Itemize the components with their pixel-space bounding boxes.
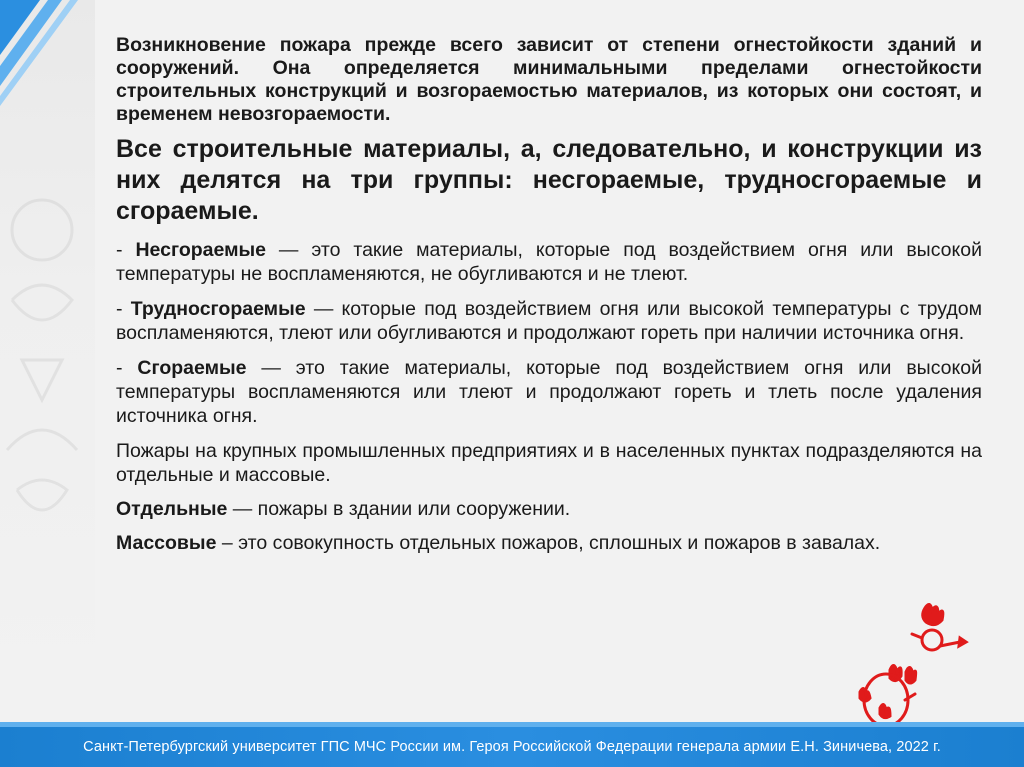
slide-content <box>116 34 982 555</box>
fires-paragraph: Пожары на крупных промышленных предприятиях и в населенных пунктах подразделяются на отдельные и массовые. <box>116 440 982 486</box>
separate-fires-paragraph <box>116 497 982 521</box>
noncombustible-paragraph <box>116 238 982 286</box>
mass-fires-paragraph <box>116 531 982 555</box>
combustible-text: — это такие материалы, которые под воздействием огня или высокой температуры воспламеняются или тлеют и продолжают гореть и тлеть после удаления источника огня. <box>116 357 982 427</box>
intro-paragraph: Возникновение пожара прежде всего зависит от степени огнестойкости зданий и сооружений. Она определяется минимальными пределами огнестойкости строительных конструкций и возгораемостью материалов, из которых они состоят, и временем невозгораемости. <box>116 34 982 125</box>
slow-combustible-paragraph <box>116 297 982 345</box>
footer-bar <box>0 727 1024 767</box>
noncombustible-prefix: - <box>116 239 136 261</box>
fire-hazard-icon <box>850 600 980 740</box>
combustible-prefix: - <box>116 357 138 379</box>
noncombustible-text: — это такие материалы, которые под воздействием огня или высокой температуры не воспламеняются, не обугливаются и не тлеют. <box>116 239 982 285</box>
slow-combustible-term: Трудносгораемые <box>130 298 306 320</box>
groups-paragraph: Все строительные материалы, а, следовательно, и конструкции из них делятся на три группы: несгораемые, трудносгораемые и сгораемые. <box>116 135 982 225</box>
noncombustible-term: Несгораемые <box>135 239 266 261</box>
mass-text: – это совокупность отдельных пожаров, сплошных и пожаров в завалах. <box>216 532 881 554</box>
separate-text: — пожары в здании или сооружении. <box>227 498 571 520</box>
slow-combustible-text: — которые под воздействием огня или высокой температуры с трудом воспламеняются, тлеют или обугливаются и продолжают гореть при наличии источника огня. <box>116 298 982 344</box>
combustible-term: Сгораемые <box>137 357 247 379</box>
combustible-paragraph <box>116 356 982 428</box>
corner-stripes-decor <box>0 0 100 110</box>
emblem-icon <box>2 150 92 570</box>
mass-term: Массовые <box>116 532 217 554</box>
slow-prefix: - <box>116 298 131 320</box>
footer-text: Санкт-Петербургский университет ГПС МЧС России им. Героя Российской Федерации генерала армии Е.Н. Зиничева, 2022 г. <box>83 739 941 755</box>
separate-term: Отдельные <box>116 498 228 520</box>
